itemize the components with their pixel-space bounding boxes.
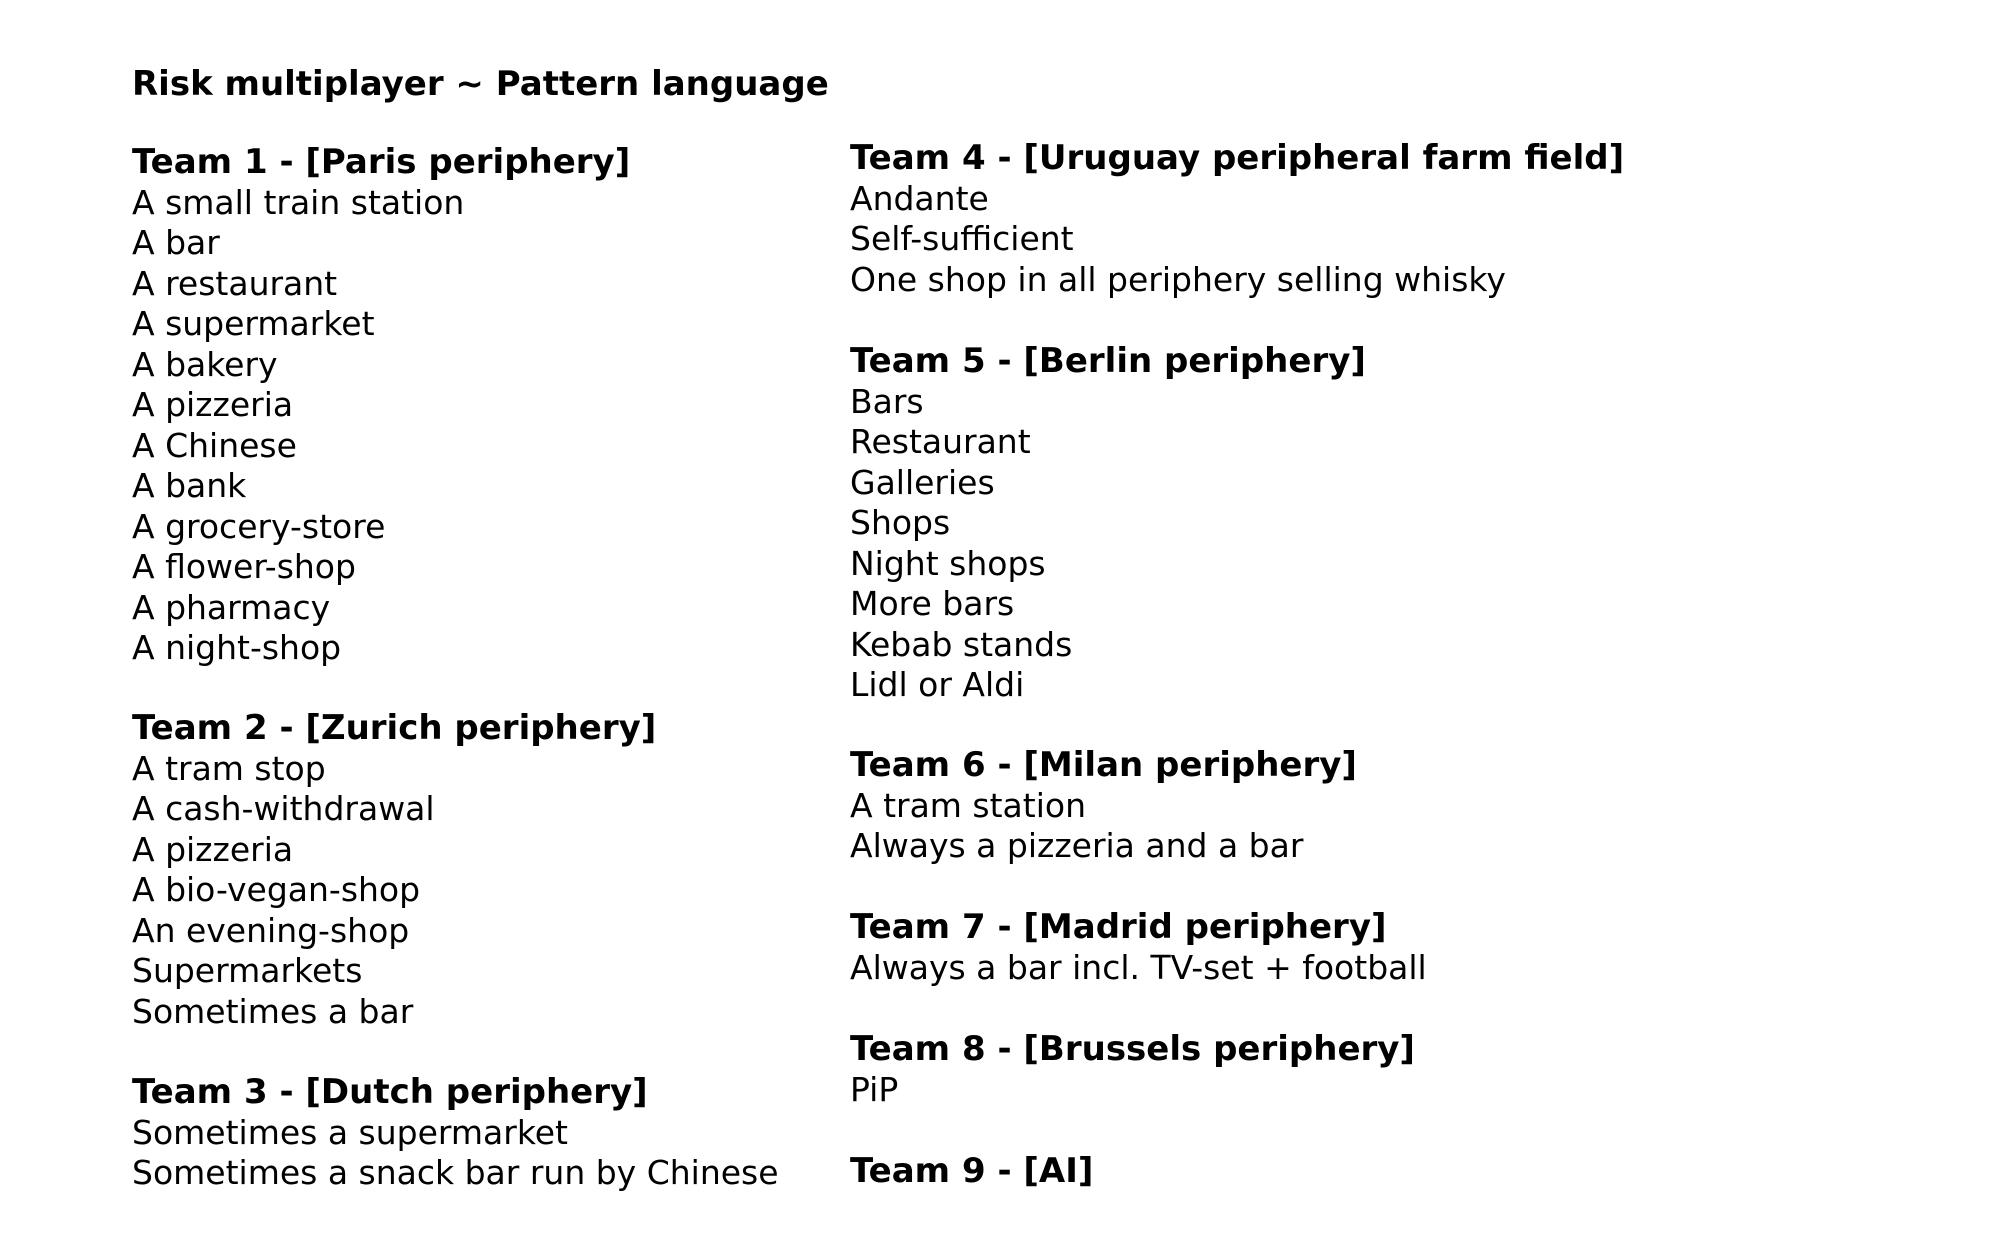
list-item: An evening-shop bbox=[132, 910, 410, 950]
list-item: A small train station bbox=[132, 182, 465, 222]
list-item: A bar bbox=[132, 223, 220, 262]
list-item: A bank bbox=[132, 466, 247, 505]
list-item: Sometimes a snack bar run by Chinese bbox=[132, 1153, 779, 1192]
list-item: A pharmacy bbox=[132, 587, 331, 627]
list-item: Bars bbox=[850, 381, 924, 421]
list-item: Supermarkets bbox=[132, 951, 363, 990]
list-item: One shop in all periphery selling whisky bbox=[850, 259, 1506, 299]
team-heading: Team 1 - [Paris periphery] bbox=[132, 142, 631, 182]
list-item: Shops bbox=[850, 503, 951, 542]
team-heading: Team 8 - [Brussels periphery] bbox=[850, 1029, 1415, 1069]
team-8-section bbox=[850, 1029, 1415, 1110]
team-item-list bbox=[132, 183, 630, 669]
list-item: A grocery-store bbox=[132, 506, 386, 546]
list-item: A bakery bbox=[132, 344, 278, 384]
team-heading: Team 3 - [Dutch periphery] bbox=[132, 1072, 648, 1112]
team-item-list bbox=[850, 948, 1427, 989]
list-item: PiP bbox=[850, 1069, 899, 1109]
team-heading: Team 4 - [Uruguay peripheral farm field] bbox=[850, 138, 1625, 178]
team-2-section bbox=[132, 708, 656, 1032]
team-9-section bbox=[850, 1151, 1093, 1192]
team-item-list bbox=[850, 786, 1357, 867]
team-item-list bbox=[850, 179, 1624, 301]
document-title: Risk multiplayer ~ Pattern language bbox=[132, 64, 829, 104]
list-item: A bio-vegan-shop bbox=[132, 870, 421, 909]
team-1-section bbox=[132, 142, 630, 669]
team-6-section bbox=[850, 745, 1357, 867]
team-heading: Team 2 - [Zurich periphery] bbox=[132, 708, 657, 748]
list-item: A supermarket bbox=[132, 304, 375, 343]
list-item: Andante bbox=[850, 178, 989, 218]
team-item-list bbox=[850, 382, 1366, 706]
list-item: Self-sufficient bbox=[850, 219, 1074, 258]
list-item: Always a bar incl. TV-set + football bbox=[850, 947, 1427, 987]
team-3-section bbox=[132, 1072, 779, 1194]
team-item-list bbox=[132, 1113, 779, 1194]
list-item: Galleries bbox=[850, 462, 995, 502]
list-item: A cash-withdrawal bbox=[132, 789, 435, 828]
list-item: Restaurant bbox=[850, 422, 1031, 461]
list-item: Lidl or Aldi bbox=[850, 665, 1025, 704]
team-5-section bbox=[850, 341, 1366, 706]
team-4-section bbox=[850, 138, 1624, 300]
list-item: Sometimes a bar bbox=[132, 991, 414, 1031]
list-item: Kebab stands bbox=[850, 624, 1073, 664]
list-item: A pizzeria bbox=[132, 385, 294, 424]
list-item: A Chinese bbox=[132, 425, 297, 465]
team-heading: Team 6 - [Milan periphery] bbox=[850, 745, 1357, 785]
list-item: Sometimes a supermarket bbox=[132, 1112, 568, 1152]
list-item: More bars bbox=[850, 584, 1015, 623]
team-item-list bbox=[132, 749, 656, 1033]
list-item: A tram stop bbox=[132, 748, 326, 788]
list-item: A night-shop bbox=[132, 628, 342, 667]
list-item: Night shops bbox=[850, 543, 1046, 583]
list-item: A restaurant bbox=[132, 263, 338, 303]
team-7-section bbox=[850, 907, 1427, 988]
team-heading: Team 7 - [Madrid periphery] bbox=[850, 907, 1387, 947]
list-item: Always a pizzeria and a bar bbox=[850, 826, 1304, 865]
list-item: A tram station bbox=[850, 785, 1086, 825]
team-heading: Team 9 - [AI] bbox=[850, 1151, 1094, 1191]
list-item: A flower-shop bbox=[132, 547, 356, 586]
team-item-list bbox=[850, 1070, 1415, 1111]
team-heading: Team 5 - [Berlin periphery] bbox=[850, 341, 1366, 381]
list-item: A pizzeria bbox=[132, 829, 294, 869]
